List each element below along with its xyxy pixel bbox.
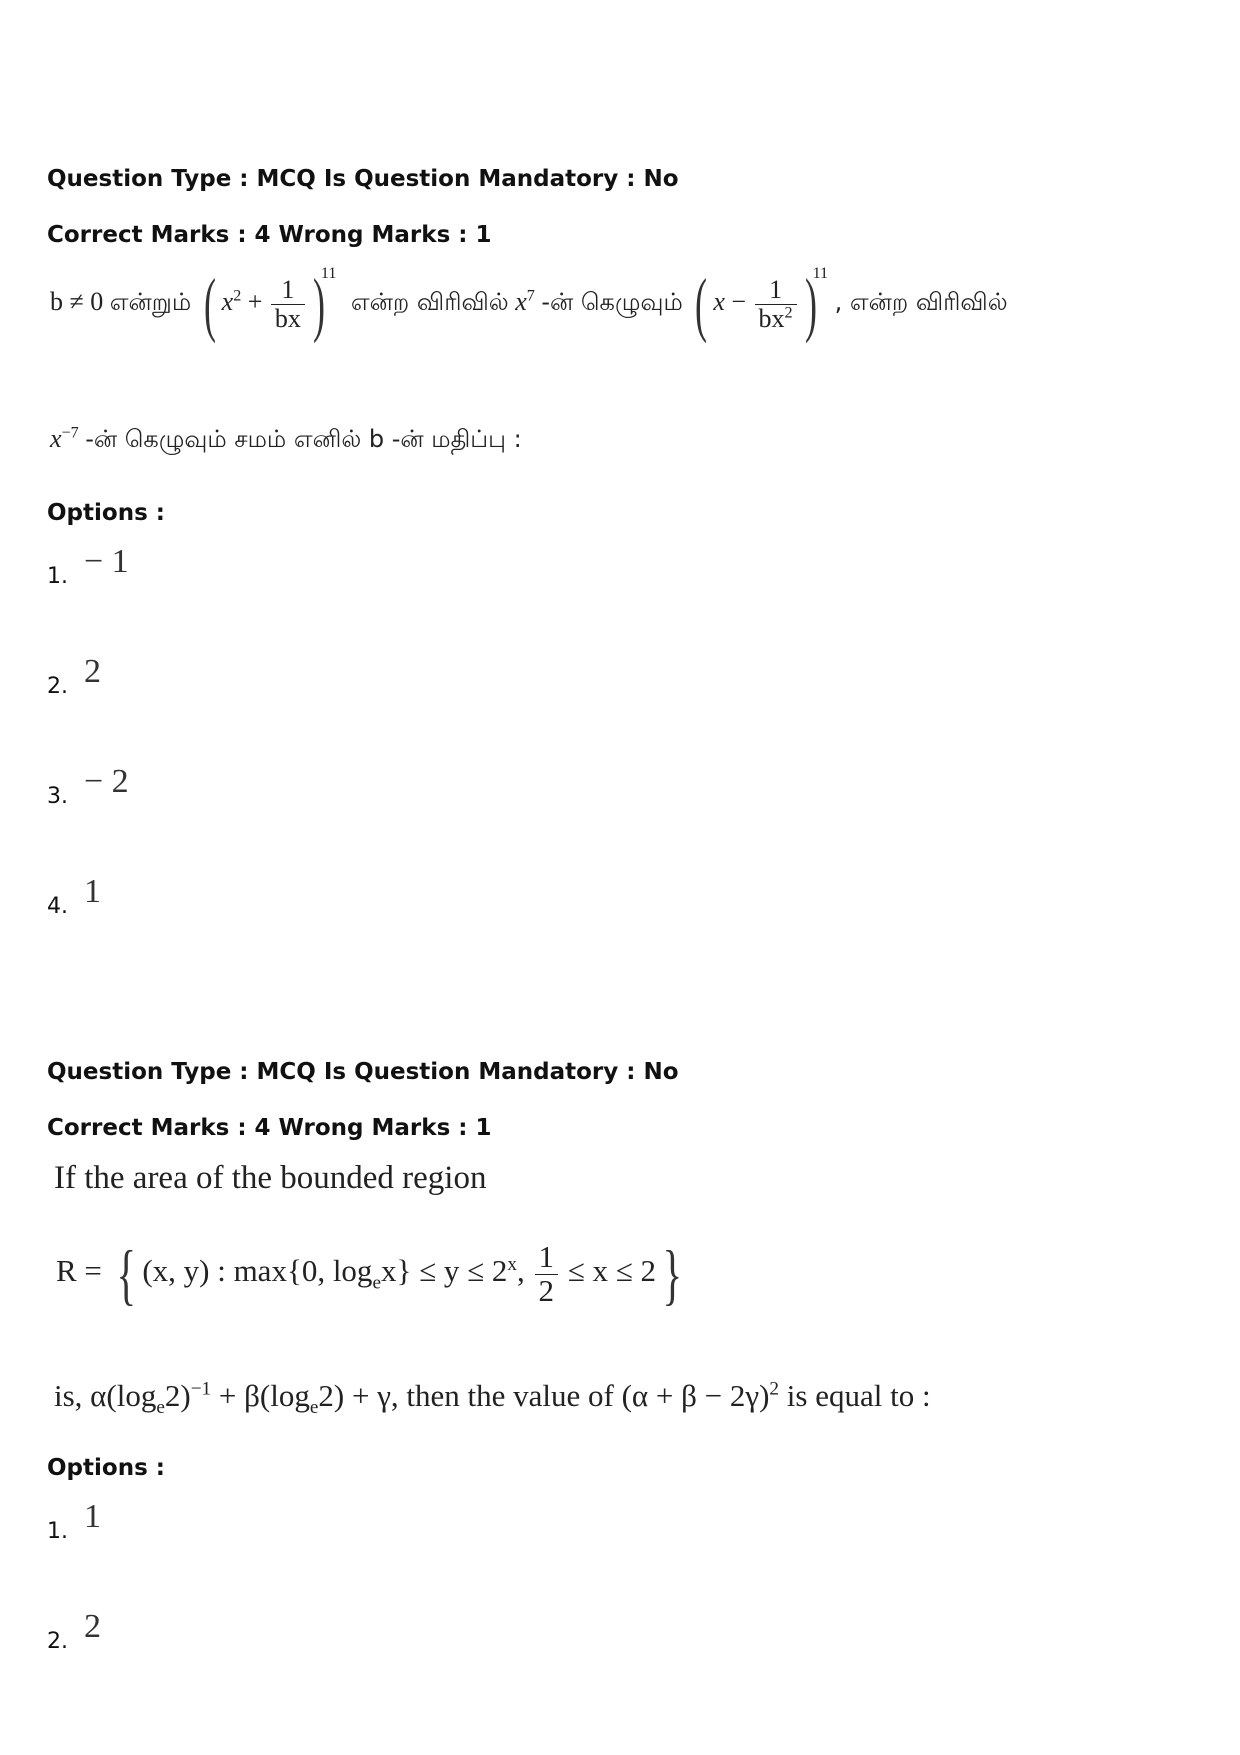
power-11-b: 11 [812,265,829,283]
left-brace: { [116,1236,136,1312]
power-11: 11 [320,265,337,283]
question-stem-line-3: is, $\alpha(\log_e2)^{-1} + \beta(\log_e2) + \gamma$, then the value of $(\alpha + \beta - 2\gamma)^2$ is equal to : [54,1378,931,1419]
question-type-line: Question Type : MCQ Is Question Mandatory : No [47,1059,679,1085]
left-paren-2: ( [695,264,708,344]
fraction-1-over-bx2: $\frac{1}{bx^2}$ [755,276,797,332]
power-x: x [507,1253,517,1275]
stem-line-2-text: -ன் கெழுவும் சமம் எனில் b -ன் மதிப்பு : [85,425,522,453]
option-value: 1 [84,1498,101,1535]
option-value: − 1 [84,543,129,580]
minus-sign: − [731,286,747,316]
option-value: 1 [84,873,101,910]
option-value: 2 [84,1608,101,1645]
option-number: 1. [47,1519,68,1544]
question-type-line: Question Type : MCQ Is Question Mandatory : No [47,166,679,192]
question-stem-line-1: If the area of the bounded region [54,1160,487,1196]
tamil-expansion: என்ற விரிவில் [350,287,509,316]
log-base-e: e [372,1272,381,1294]
x7-term: x [515,286,527,316]
option-value: 2 [84,653,101,690]
question-stem-line-1 [50,264,1008,344]
tamil-expansion-2: , என்ற விரிவில் [834,287,1008,316]
x-term-2: x [713,286,725,316]
option-number: 4. [47,894,68,919]
r-equals: R = [56,1253,102,1289]
set-definition [56,1236,689,1312]
options-label: Options : [47,1455,165,1481]
option-number: 2. [47,1629,68,1654]
question-stem-line-2 [50,424,522,456]
b-condition: b ≠ 0 [50,286,104,316]
x-neg7-term: x [50,424,62,453]
option-number: 3. [47,784,68,809]
x-power: 2 [233,287,242,305]
plus-sign: + [247,286,263,316]
set-left: (x, y) : max{0, log [142,1253,373,1289]
fraction-1-over-bx: $\frac{1}{bx}$ [271,276,305,332]
option-number: 2. [47,674,68,699]
option-number: 1. [47,564,68,589]
fraction-one-half: $\frac{1}{2}$ [535,1241,559,1307]
set-mid: x} ≤ y ≤ 2 [380,1253,508,1289]
x-term: x [221,286,234,316]
tamil-and: என்றும் [109,287,192,316]
comma: , [517,1253,525,1289]
options-label: Options : [47,500,165,526]
marks-line: Correct Marks : 4 Wrong Marks : 1 [47,1115,492,1141]
x-neg7-power: −7 [61,424,79,442]
right-paren: ) [312,264,325,344]
tamil-coefficient: -ன் கெழுவும் [541,287,683,316]
set-right: ≤ x ≤ 2 [567,1253,657,1289]
option-value: − 2 [84,763,129,800]
right-brace: } [662,1236,683,1312]
right-paren-2: ) [804,264,817,344]
left-paren: ( [203,264,216,344]
x7-power: 7 [526,287,535,305]
marks-line: Correct Marks : 4 Wrong Marks : 1 [47,222,492,248]
